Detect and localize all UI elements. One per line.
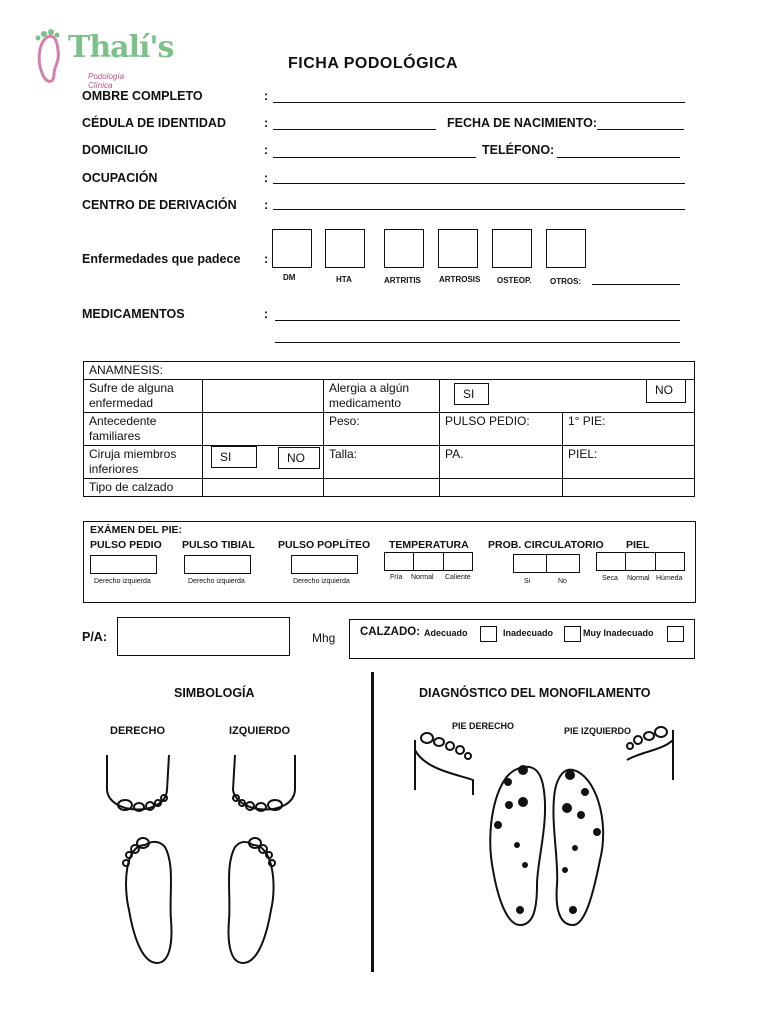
- cedula-field[interactable]: [273, 129, 436, 130]
- centro-field[interactable]: [273, 209, 685, 210]
- nombre-field[interactable]: [273, 102, 685, 103]
- adecuado-checkbox[interactable]: [480, 626, 497, 642]
- checkbox-dm[interactable]: [272, 229, 312, 268]
- label-telefono: TELÉFONO:: [482, 143, 555, 157]
- pa-input[interactable]: [117, 617, 290, 656]
- opt-otros: OTROS:: [550, 277, 582, 286]
- prob-circ-boxes[interactable]: [513, 554, 580, 573]
- calzado-section: [349, 619, 695, 659]
- talla-label: Talla:: [324, 446, 440, 479]
- label-domicilio: DOMICILIO: [82, 143, 148, 157]
- label-medicamentos: MEDICAMENTOS: [82, 307, 185, 321]
- fria-label: Fría: [390, 574, 403, 581]
- pie-derecho-label: PIE DERECHO: [452, 721, 515, 731]
- colon: :: [264, 171, 269, 185]
- medicamentos-field-2[interactable]: [275, 342, 680, 343]
- opt-artrosis: ARTROSIS: [439, 275, 481, 284]
- temperatura-boxes[interactable]: [384, 552, 473, 571]
- antecedente-value[interactable]: [203, 413, 324, 446]
- colon: :: [264, 143, 269, 157]
- derecho-label: DERECHO: [110, 725, 166, 737]
- ciruja-si-box[interactable]: SI: [211, 446, 257, 468]
- logo-subtitle: Podología Clínica: [88, 72, 125, 90]
- opt-osteop: OSTEOP.: [497, 276, 532, 285]
- primer-pie-label: 1° PIE:: [563, 413, 695, 446]
- otros-field[interactable]: [592, 284, 680, 285]
- opt-artritis: ARTRITIS: [384, 276, 421, 285]
- examen-header: EXÁMEN DEL PIE:: [90, 524, 182, 536]
- calzado-cell-3[interactable]: [440, 479, 563, 497]
- colon: :: [264, 116, 269, 130]
- simbologia-title: SIMBOLOGÍA: [174, 686, 255, 700]
- piel-label: PIEL:: [563, 446, 695, 479]
- vertical-divider: [371, 672, 374, 972]
- monofilamento-feet-icon: [405, 720, 685, 930]
- ocupacion-field[interactable]: [273, 183, 685, 184]
- inadecuado-checkbox[interactable]: [564, 626, 581, 642]
- checkbox-hta[interactable]: [325, 229, 365, 268]
- page-title: FICHA PODOLÓGICA: [288, 55, 459, 72]
- checkbox-otros[interactable]: [546, 229, 586, 268]
- ciruja-label: Ciruja miembros inferiores: [84, 446, 203, 479]
- piel-boxes[interactable]: [596, 552, 685, 571]
- alergia-label: Alergia a algún medicamento: [324, 380, 440, 413]
- pa-unit: Mhg: [312, 631, 336, 645]
- prob-circ-label: PROB. CIRCULATORIO: [488, 539, 604, 551]
- inadecuado-label: Inadecuado: [503, 628, 554, 638]
- checkbox-osteop[interactable]: [492, 229, 532, 268]
- adecuado-label: Adecuado: [424, 628, 468, 638]
- sufre-label: Sufre de alguna enfermedad: [84, 380, 203, 413]
- pulso-pedio-label: PULSO PEDIO:: [440, 413, 563, 446]
- si-label: Si: [524, 578, 531, 585]
- pie-izquierdo-label: PIE IZQUIERDO: [564, 726, 632, 736]
- no-label: No: [558, 578, 567, 585]
- medicamentos-field-1[interactable]: [275, 320, 680, 321]
- label-centro: CENTRO DE DERIVACIÓN: [82, 198, 237, 212]
- pulso-pedio-boxes[interactable]: [90, 555, 157, 574]
- alergia-no-box[interactable]: NO: [646, 379, 686, 403]
- diagnostico-title: DIAGNÓSTICO DEL MONOFILAMENTO: [419, 686, 651, 700]
- colon: :: [264, 252, 269, 266]
- peso-label: Peso:: [324, 413, 440, 446]
- seca-label: Seca: [602, 575, 618, 582]
- colon: :: [264, 198, 269, 212]
- anamnesis-header: ANAMNESIS:: [84, 362, 695, 380]
- temperatura-label: TEMPERATURA: [389, 539, 469, 551]
- alergia-si-box[interactable]: SI: [454, 383, 489, 405]
- sufre-value[interactable]: [203, 380, 324, 413]
- calzado-cell-2[interactable]: [324, 479, 440, 497]
- normal-label-2: Normal: [627, 575, 650, 582]
- label-nombre: OMBRE COMPLETO: [82, 89, 203, 103]
- anamnesis-table: [83, 361, 695, 497]
- examen-piel-label: PIEL: [626, 539, 650, 551]
- muy-inadecuado-label: Muy Inadecuado: [583, 628, 654, 638]
- pulso-tibial-boxes[interactable]: [184, 555, 251, 574]
- opt-hta: HTA: [336, 275, 352, 284]
- colon: :: [264, 307, 269, 321]
- colon: :: [264, 89, 269, 103]
- der-izq-2: Derecho izquierda: [188, 578, 245, 585]
- telefono-field[interactable]: [557, 157, 680, 158]
- pulso-popliteo-boxes[interactable]: [291, 555, 358, 574]
- label-ocupacion: OCUPACIÓN: [82, 171, 158, 185]
- label-enfermedades: Enfermedades que padece: [82, 252, 241, 266]
- checkbox-artrosis[interactable]: [438, 229, 478, 268]
- pa-label: PA.: [440, 446, 563, 479]
- opt-dm: DM: [283, 273, 296, 282]
- der-izq-3: Derecho izquierda: [293, 578, 350, 585]
- calzado-label: Tipo de calzado: [84, 479, 203, 497]
- simbologia-feet-icon: [95, 745, 310, 965]
- domicilio-field[interactable]: [273, 157, 476, 158]
- ciruja-no-box[interactable]: NO: [278, 447, 320, 469]
- humeda-label: Húmeda: [656, 575, 683, 582]
- antecedente-label: Antecedente familiares: [84, 413, 203, 446]
- label-cedula: CÉDULA DE IDENTIDAD: [82, 116, 226, 130]
- label-fecha-nac: FECHA DE NACIMIENTO:: [447, 116, 597, 130]
- muy-inadecuado-checkbox[interactable]: [667, 626, 684, 642]
- pulso-tibial-label: PULSO TIBIAL: [182, 539, 255, 551]
- pulso-popliteo-label: PULSO POPLÍTEO: [278, 539, 371, 551]
- caliente-label: Caliente: [445, 574, 471, 581]
- logo-name: Thalí's: [68, 30, 174, 65]
- pulso-pedio-label: PULSO PEDIO: [90, 539, 162, 551]
- calzado-value[interactable]: [203, 479, 324, 497]
- foot-logo-icon: [30, 28, 70, 88]
- calzado-cell-4[interactable]: [563, 479, 695, 497]
- logo: [30, 28, 174, 90]
- pa-label: P/A:: [82, 630, 107, 644]
- calzado-title: CALZADO:: [360, 626, 421, 638]
- normal-label: Normal: [411, 574, 434, 581]
- fecha-nac-field[interactable]: [597, 129, 684, 130]
- der-izq-1: Derecho izquierda: [94, 578, 151, 585]
- checkbox-artritis[interactable]: [384, 229, 424, 268]
- izquierdo-label: IZQUIERDO: [229, 725, 291, 737]
